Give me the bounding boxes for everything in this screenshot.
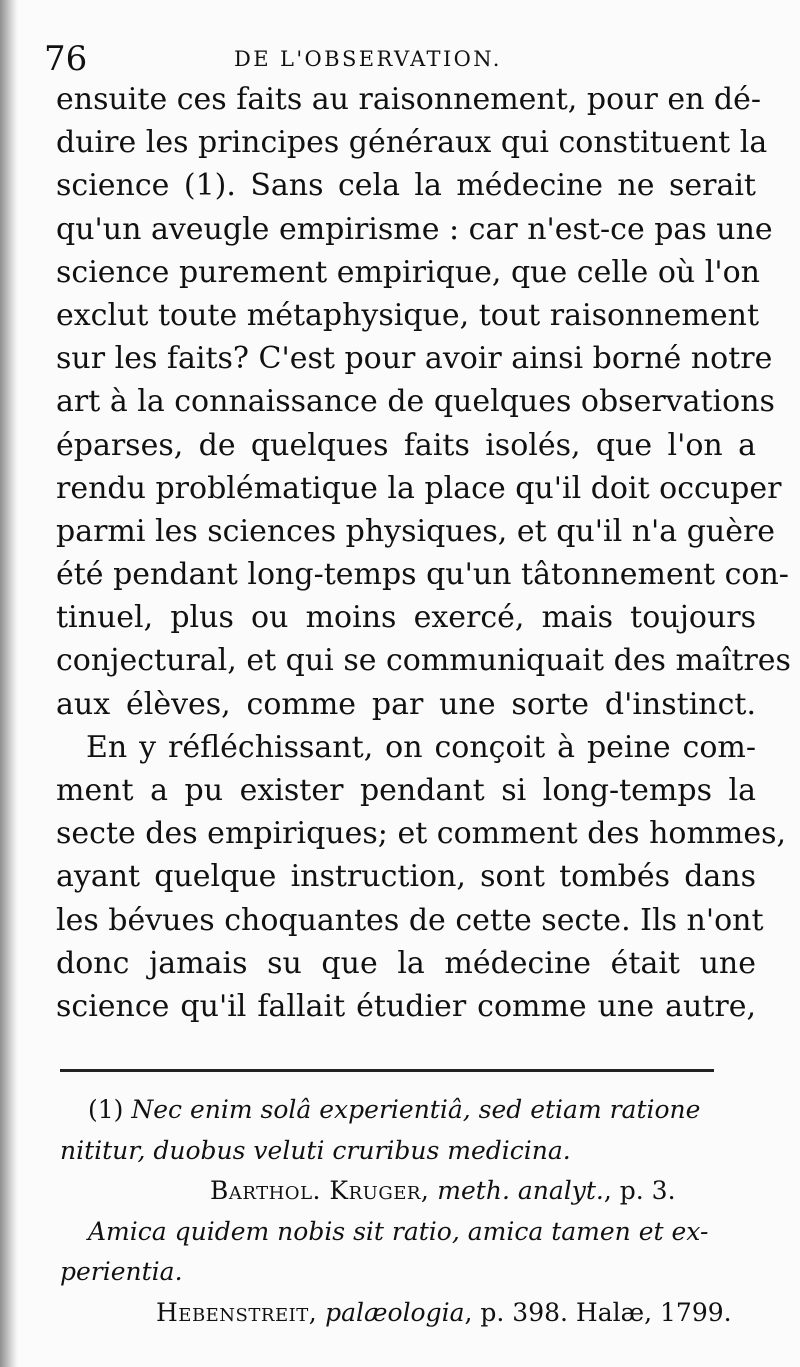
page-gutter-shadow — [0, 0, 18, 1367]
body-text — [56, 78, 791, 1028]
body-line: sur les faits? C'est pour avoir ainsi borné notre — [56, 341, 773, 377]
body-line: les bévues choquantes de cette secte. Ils n'ont — [56, 902, 764, 938]
footnote-line: perientia. — [60, 1257, 183, 1286]
body-line: aux élèves, comme par une sorte d'instinct. — [56, 686, 756, 722]
citation-details: , p. 398. Halæ, 1799. — [464, 1297, 732, 1327]
paragraph-start-line: En y réfléchissant, on conçoit à peine com- — [86, 729, 756, 765]
body-line: parmi les sciences physiques, et qu'il n'a guère — [56, 513, 776, 549]
running-title: DE L'OBSERVATION. — [234, 47, 502, 71]
body-line: science (1). Sans cela la médecine ne serait — [56, 168, 756, 204]
body-line: duire les principes généraux qui constituent la — [56, 125, 768, 161]
footnote-quote: Nec enim solâ experientiâ, sed etiam ratione — [131, 1095, 701, 1124]
body-line: art à la connaissance de quelques observations — [56, 384, 775, 420]
body-line: rendu problématique la place qu'il doit occuper — [56, 470, 782, 506]
body-line: science qu'il fallait étudier comme une autre, — [56, 988, 756, 1024]
footnote — [60, 1090, 760, 1333]
footnote-citation — [60, 1171, 760, 1212]
body-line: exclut toute métaphysique, tout raisonnement — [56, 297, 760, 333]
page-header — [44, 34, 744, 84]
body-line: conjectural, et qui se communiquait des maîtres — [56, 643, 791, 679]
body-line: secte des empiriques; et comment des hommes, — [56, 816, 787, 852]
citation-page: , p. 3. — [603, 1176, 676, 1205]
page-number: 76 — [44, 39, 88, 79]
citation-work: meth. analyt. — [437, 1176, 604, 1205]
body-line: été pendant long-temps qu'un tâtonnement con- — [56, 557, 789, 593]
citation-author: Hebenstreit, — [156, 1297, 318, 1327]
body-line: donc jamais su que la médecine était une — [56, 945, 756, 981]
body-line: qu'un aveugle empirisme : car n'est-ce pas une — [56, 211, 773, 247]
body-line: ensuite ces faits au raisonnement, pour en dé- — [56, 82, 762, 117]
footnote-line: nititur, duobus veluti cruribus medicina. — [60, 1135, 571, 1165]
body-line: tinuel, plus ou moins exercé, mais toujours — [56, 600, 756, 636]
citation-work: palæologia — [325, 1297, 465, 1327]
footnote-line — [60, 1090, 760, 1131]
footnote-line: Amica quidem nobis sit ratio, amica tamen et ex- — [88, 1216, 709, 1246]
citation-author: Barthol. Kruger, — [210, 1176, 430, 1205]
body-line: éparses, de quelques faits isolés, que l'on a — [56, 427, 756, 463]
body-line: ment a pu exister pendant si long-temps la — [56, 773, 756, 808]
footnote-citation — [60, 1293, 760, 1334]
footnote-marker: (1) — [88, 1095, 124, 1124]
footnote-divider — [60, 1069, 714, 1072]
body-line: science purement empirique, que celle où l'on — [56, 254, 760, 290]
body-line: ayant quelque instruction, sont tombés dans — [56, 859, 756, 895]
